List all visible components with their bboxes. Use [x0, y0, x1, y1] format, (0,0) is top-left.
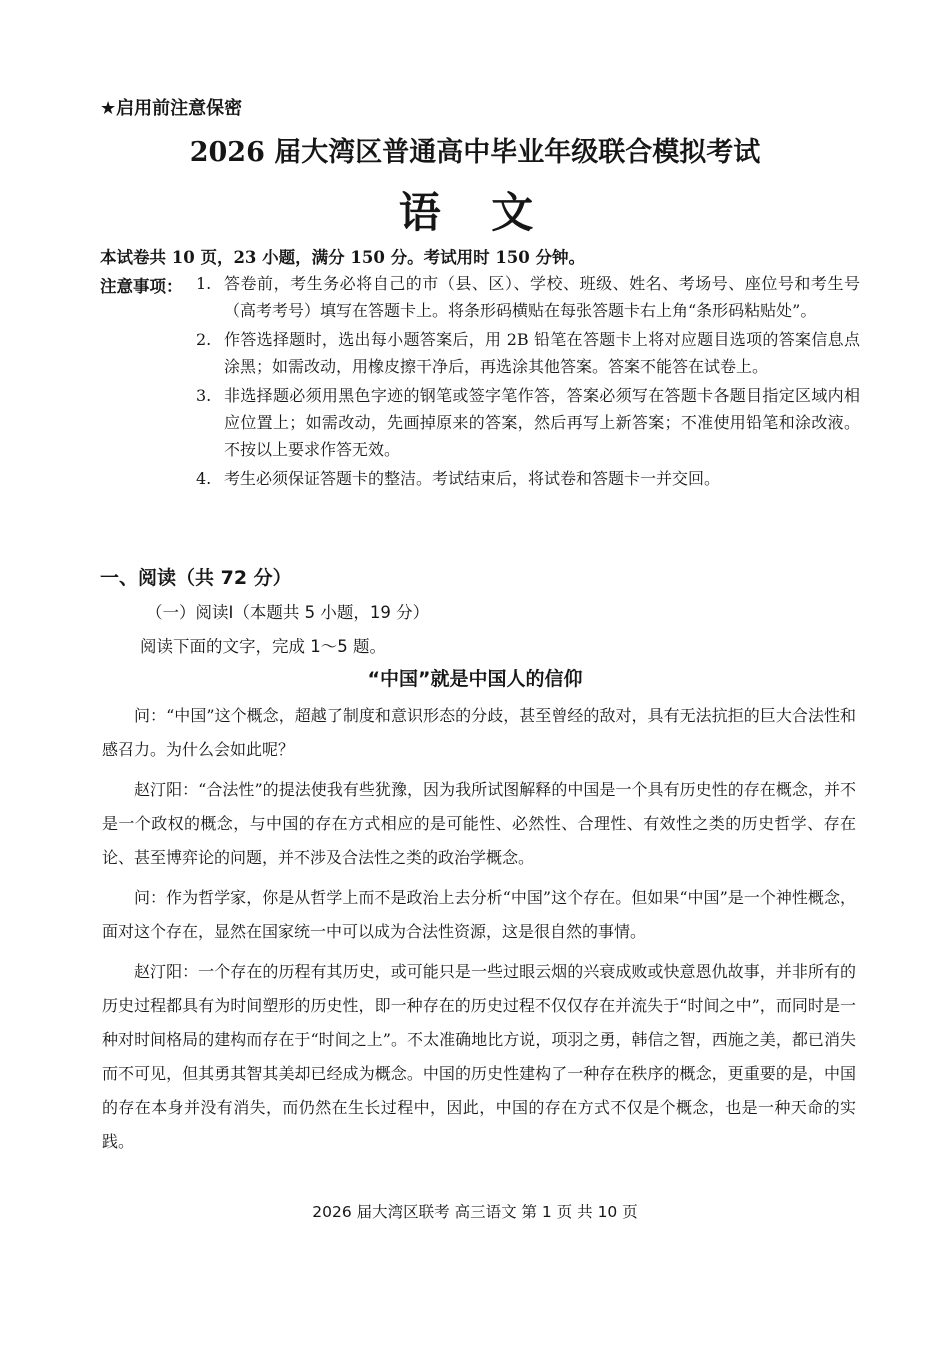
notice-item	[196, 465, 860, 492]
article-paragraph: 问：“中国”这个概念，超越了制度和意识形态的分歧，甚至曾经的敌对，具有无法抗拒的巨大合法性和感召力。为什么会如此呢？	[102, 706, 856, 759]
notice-item-text: 非选择题必须用黑色字迹的钢笔或签字笔作答，答案必须写在答题卡各题目指定区域内相应位置上；如需改动，先画掉原来的答案，然后再写上新答案；不准使用铅笔和涂改液。不按以上要求作答无效。	[224, 386, 860, 459]
subject-title: 语 文	[398, 188, 552, 237]
article-title: “中国”就是中国人的信仰	[367, 668, 583, 690]
notice-item	[196, 326, 860, 380]
reading-subheading: （一）阅读Ⅰ（本题共 5 小题，19 分）	[146, 603, 430, 622]
notice-label: 注意事项：	[100, 277, 183, 296]
notice-item-number: 3.	[196, 386, 212, 405]
notice-item	[196, 382, 860, 463]
reading-instruction: 阅读下面的文字，完成 1～5 题。	[140, 637, 386, 656]
notice-item	[196, 270, 860, 324]
article-paragraph: 赵汀阳：“合法性”的提法使我有些犹豫，因为我所试图解释的中国是一个具有历史性的存在概念，并不是一个政权的概念，与中国的存在方式相应的是可能性、必然性、合理性、有效性之类的历史哲学、存在论、甚至博弈论的问题，并不涉及合法性之类的政治学概念。	[102, 780, 856, 867]
article-paragraph: 问：作为哲学家，你是从哲学上而不是政治上去分析“中国”这个存在。但如果“中国”是一个神性概念，面对这个存在，显然在国家统一中可以成为合法性资源，这是很自然的事情。	[102, 888, 856, 941]
notice-item-text: 作答选择题时，选出每小题答案后，用 2B 铅笔在答题卡上将对应题目选项的答案信息点涂黑；如需改动，用橡皮擦干净后，再选涂其他答案。答案不能答在试卷上。	[224, 330, 860, 376]
notice-item-number: 2.	[196, 330, 212, 349]
notice-item-number: 4.	[196, 469, 212, 488]
section-heading: 一、阅读（共 72 分）	[100, 567, 292, 589]
exam-title: 2026 届大湾区普通高中毕业年级联合模拟考试	[189, 137, 761, 168]
confidential-label: ★启用前注意保密	[100, 98, 243, 119]
article-body	[102, 699, 856, 1165]
article-paragraph: 赵汀阳：一个存在的历程有其历史，或可能只是一些过眼云烟的兴衰成败或快意恩仇故事，并非所有的历史过程都具有为时间塑形的历史性，即一种存在的历史过程不仅仅存在并流失于“时间之中”，而同时是一种对时间格局的建构而存在于“时间之上”。不太准确地比方说，项羽之勇，韩信之智，西施之美，都已消失而不可见，但其勇其智其美却已经成为概念。中国的历史性建构了一种存在秩序的概念，更重要的是，中国的存在本身并没有消失，而仍然在生长过程中，因此，中国的存在方式不仅是个概念，也是一种天命的实践。	[102, 962, 856, 1151]
notice-item-text: 答卷前，考生务必将自己的市（县、区）、学校、班级、姓名、考场号、座位号和考生号（高考考号）填写在答题卡上。将条形码横贴在每张答题卡右上角“条形码粘贴处”。	[224, 274, 860, 320]
page-footer: 2026 届大湾区联考 高三语文 第 1 页 共 10 页	[312, 1203, 638, 1221]
notice-item-text: 考生必须保证答题卡的整洁。考试结束后，将试卷和答题卡一并交回。	[224, 469, 721, 488]
notice-item-number: 1.	[196, 274, 212, 293]
notice-list	[196, 270, 860, 494]
exam-info: 本试卷共 10 页，23 小题，满分 150 分。考试用时 150 分钟。	[100, 248, 586, 267]
